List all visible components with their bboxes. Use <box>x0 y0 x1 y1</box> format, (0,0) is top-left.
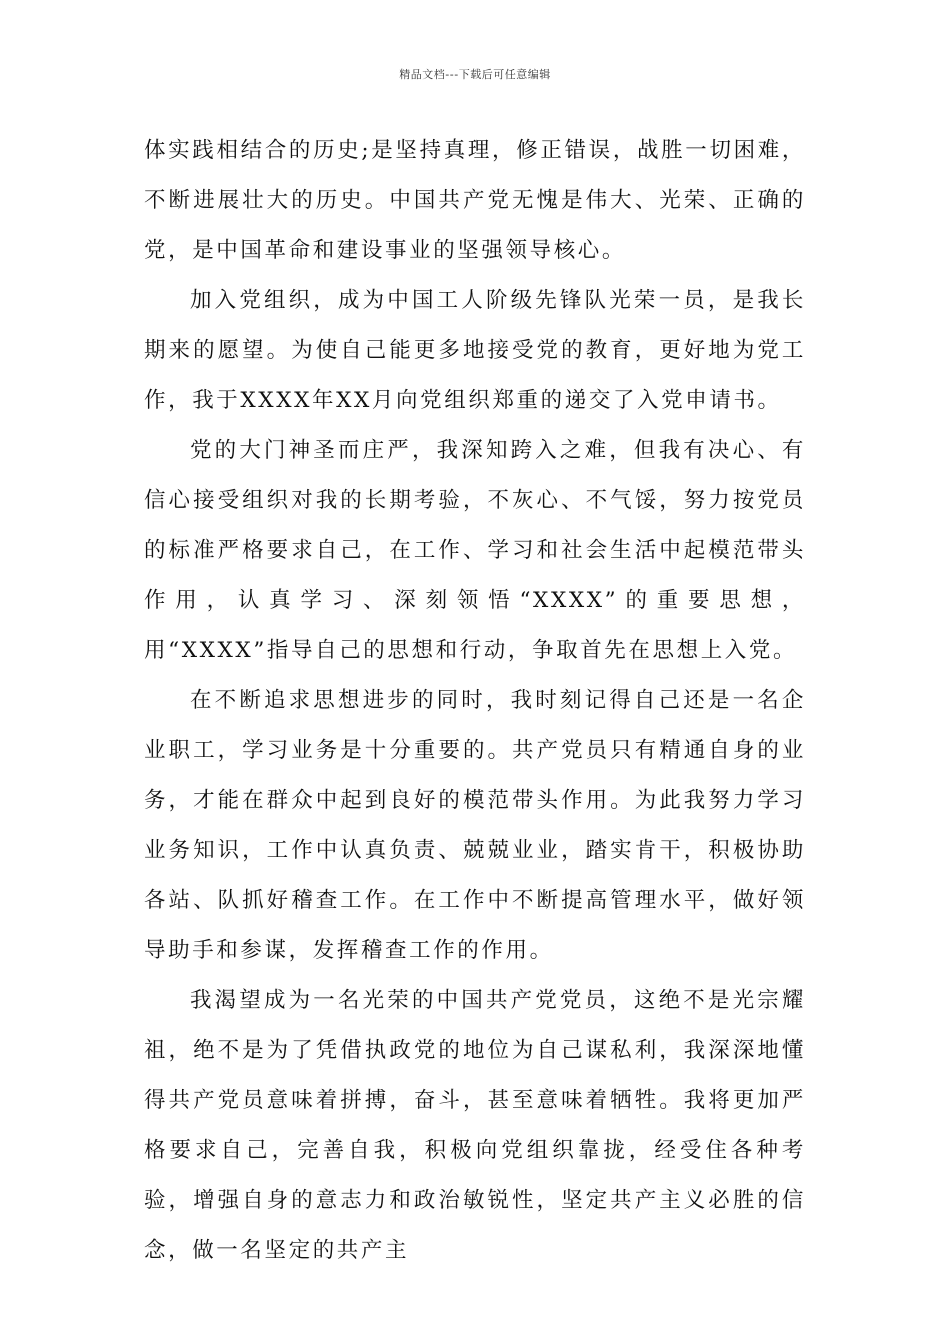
paragraph-continued: 体实践相结合的历史;是坚持真理，修正错误，战胜一切困难，不断进展壮大的历史。中国共产党无愧是伟大、光荣、正确的党，是中国革命和建设事业的坚强领导核心。 <box>144 138 806 263</box>
paragraph: 在不断追求思想进步的同时，我时刻记得自己还是一名企业职工，学习业务是十分重要的。共产党员只有精通自身的业务，才能在群众中起到良好的模范带头作用。为此我努力学习业务知识，工作中认真负责、兢兢业业，踏实肯干，积极协助各站、队抓好稽查工作。在工作中不断提高管理水平，做好领导助手和参谋，发挥稽查工作的作用。 <box>144 688 806 963</box>
paragraph: 加入党组织，成为中国工人阶级先锋队光荣一员，是我长期来的愿望。为使自己能更多地接受党的教育，更好地为党工作，我于XXXX年XX月向党组织郑重的递交了入党申请书。 <box>144 288 806 413</box>
document-body <box>144 126 806 1276</box>
page-header: 精品文档---下载后可任意编辑 <box>399 68 551 81</box>
paragraph: 党的大门神圣而庄严，我深知跨入之难，但我有决心、有信心接受组织对我的长期考验，不灰心、不气馁，努力按党员的标准严格要求自己，在工作、学习和社会生活中起模范带头作用，认真学习、深刻领悟“XXXX”的重要思想，用“XXXX”指导自己的思想和行动，争取首先在思想上入党。 <box>144 438 806 663</box>
paragraph: 我渴望成为一名光荣的中国共产党党员，这绝不是光宗耀祖，绝不是为了凭借执政党的地位为自己谋私利，我深深地懂得共产党员意味着拼搏，奋斗，甚至意味着牺牲。我将更加严格要求自己，完善自我，积极向党组织靠拢，经受住各种考验，增强自身的意志力和政治敏锐性，坚定共产主义必胜的信念，做一名坚定的共产主 <box>144 988 806 1263</box>
